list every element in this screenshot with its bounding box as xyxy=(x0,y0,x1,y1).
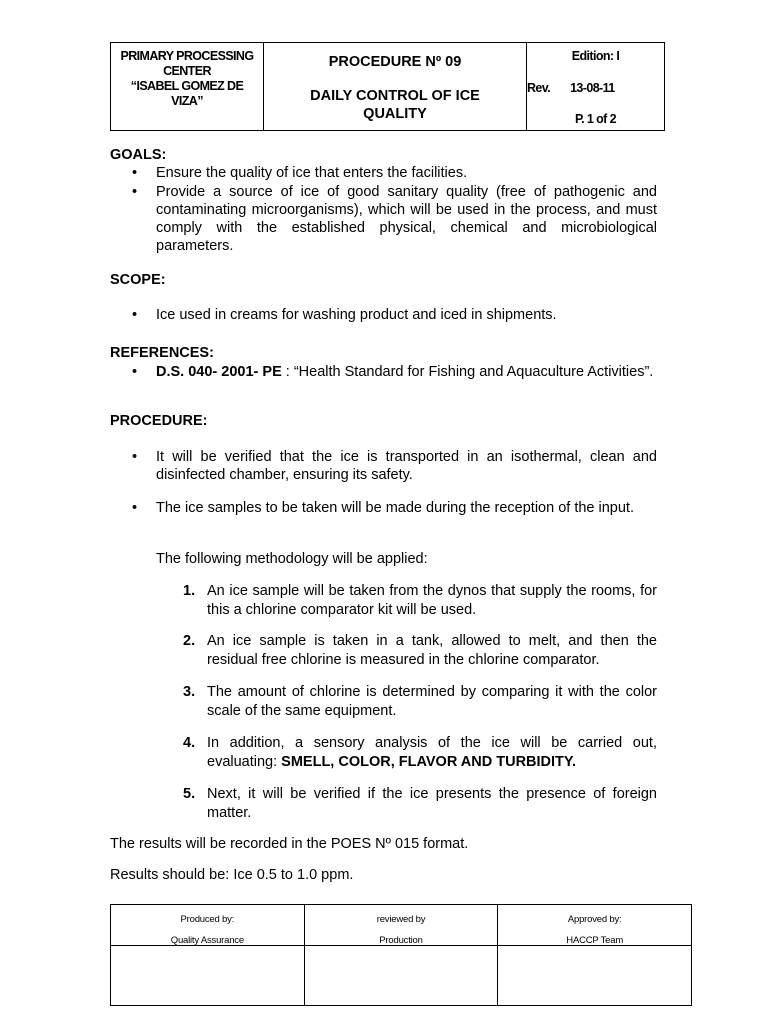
center-name-line: CENTER xyxy=(163,64,211,78)
step-number: 1. xyxy=(183,583,196,599)
center-name-line: VIZA” xyxy=(171,94,203,108)
edition-label: Edition: I xyxy=(571,49,620,63)
step-text: In addition, a sensory analysis of the ice will be carried out, evaluating: xyxy=(207,735,657,770)
signature-cell xyxy=(497,946,691,1005)
step-number: 2. xyxy=(183,633,196,649)
approved-by-cell xyxy=(497,905,691,945)
step-text: An ice sample will be taken from the dynos that supply the rooms, for this a chlorine comparator kit will be used. xyxy=(207,583,657,618)
procedure-title xyxy=(264,87,526,123)
goals-heading: GOALS: xyxy=(110,147,167,163)
step-number: 5. xyxy=(183,786,196,802)
scope-item: • Ice used in creams for washing product and iced in shipments. xyxy=(156,306,657,324)
step-text: Next, it will be verified if the ice presents the presence of foreign matter. xyxy=(207,786,657,821)
step-emphasis: SMELL, COLOR, FLAVOR AND TURBIDITY. xyxy=(281,754,576,770)
produced-by-label: Produced by: xyxy=(180,914,235,925)
reference-code: D.S. 040- 2001- PE xyxy=(156,364,282,380)
center-name-cell xyxy=(111,43,264,130)
procedure-title-line: DAILY CONTROL OF ICE xyxy=(310,88,480,104)
methodology-step xyxy=(183,632,657,670)
step-number: 4. xyxy=(183,735,196,751)
revision-date: 13-08-11 xyxy=(570,81,615,95)
methodology-step xyxy=(183,582,657,620)
methodology-step xyxy=(183,683,657,721)
procedure-heading: PROCEDURE: xyxy=(110,413,208,429)
step-text: An ice sample is taken in a tank, allowed to melt, and then the residual free chlorine is measured in the chlorine comparator. xyxy=(207,633,657,668)
approved-by-value: HACCP Team xyxy=(566,935,624,946)
procedure-title-line: QUALITY xyxy=(363,106,427,122)
approval-header-row xyxy=(111,905,691,946)
approved-by-label: Approved by: xyxy=(567,914,622,925)
methodology-step xyxy=(183,785,657,823)
signature-cell xyxy=(111,946,304,1005)
signature-cell xyxy=(304,946,498,1005)
results-range: Results should be: Ice 0.5 to 1.0 ppm. xyxy=(110,867,354,883)
procedure-cell xyxy=(264,43,527,130)
references-heading: REFERENCES: xyxy=(110,345,214,361)
methodology-step xyxy=(183,734,657,772)
page-number: P. 1 of 2 xyxy=(575,112,616,126)
reviewed-by-cell xyxy=(304,905,498,945)
procedure-number: PROCEDURE Nº 09 xyxy=(328,54,462,70)
reviewed-by-value: Production xyxy=(379,935,423,946)
revision-label: Rev. xyxy=(527,81,551,95)
center-name-line: “ISABEL GOMEZ DE xyxy=(130,79,244,93)
approval-table xyxy=(110,904,692,1006)
step-text: The amount of chlorine is determined by comparing it with the color scale of the same equipment. xyxy=(207,684,657,719)
center-name-line: PRIMARY PROCESSING xyxy=(120,49,254,63)
procedure-item: • The ice samples to be taken will be made during the reception of the input. xyxy=(156,499,657,517)
reference-title: “Health Standard for Fishing and Aquaculture Activities”. xyxy=(293,364,654,380)
reference-item xyxy=(156,363,657,381)
signature-row xyxy=(111,946,691,1005)
procedure-item: • It will be verified that the ice is transported in an isothermal, clean and disinfected chamber, ensuring its safety. xyxy=(156,448,657,484)
center-name xyxy=(111,49,263,109)
methodology-intro: The following methodology will be applied: xyxy=(156,551,428,567)
produced-by-cell xyxy=(111,905,304,945)
results-record: The results will be recorded in the POES Nº 015 format. xyxy=(110,836,469,852)
scope-heading: SCOPE: xyxy=(110,272,166,288)
document-header xyxy=(110,42,665,131)
goals-item: • Provide a source of ice of good sanitary quality (free of pathogenic and contaminating microorganisms), which will be used in the process, and must comply with the established physical, chemical and microbiological parameters. xyxy=(156,183,657,255)
goals-item: • Ensure the quality of ice that enters the facilities. xyxy=(156,164,657,182)
reference-separator: : xyxy=(281,364,294,380)
revision xyxy=(527,81,637,96)
step-number: 3. xyxy=(183,684,196,700)
produced-by-value: Quality Assurance xyxy=(170,935,244,946)
reviewed-by-label: reviewed by xyxy=(376,914,426,925)
edition-cell xyxy=(527,43,664,130)
